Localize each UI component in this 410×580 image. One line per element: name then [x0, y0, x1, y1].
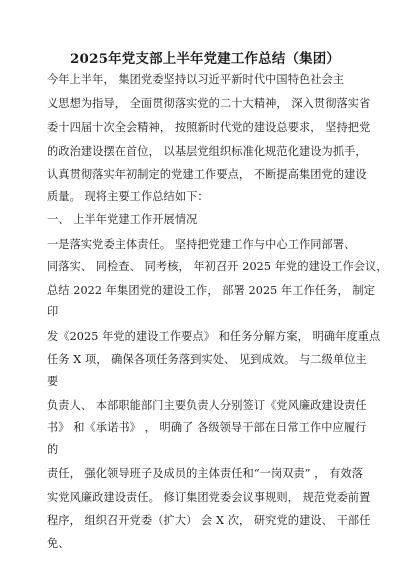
- body-line: 任务 X 项， 确保各项任务落到实处、 见到成效。 与二级单位主: [47, 353, 367, 366]
- body-line: 的政治建设摆在首位， 以基层党组织标准化规范化建设为抓手，: [47, 145, 367, 158]
- body-line: 实党风廉政建设责任。 修订集团党委会议事规则， 规范党委前置: [47, 491, 371, 504]
- body-line: 质量。 现将主要工作总结如下：: [47, 190, 209, 203]
- body-line: 委十四届十次全会精神， 按照新时代党的建设总要求， 坚持把党: [47, 121, 371, 134]
- body-line: 要: [47, 375, 59, 388]
- body-line: 发《2025 年党的建设工作要点》 和任务分解方案， 明确年度重点: [47, 330, 381, 343]
- body-line: 程序， 组织召开党委（扩大） 会 X 次， 研究党的建设、 干部任: [47, 514, 371, 527]
- body-line: 负责人、 本部职能部门主要负责人分别签订《党风廉政建设责任: [47, 399, 367, 412]
- body-line: 印: [47, 305, 59, 318]
- body-line: 一是落实党委主体责任。 坚持把党建工作与中心工作同部署、: [47, 238, 356, 251]
- section-heading: 一、 上半年党建工作开展情况: [47, 213, 198, 226]
- document-title: 2025年党支部上半年党建工作总结（集团）: [69, 51, 341, 67]
- body-line: 义思想为指导， 全面贯彻落实党的二十大精神， 深入贯彻落实省: [47, 97, 371, 110]
- body-line: 今年上半年， 集团党委坚持以习近平新时代中国特色社会主: [47, 73, 345, 86]
- body-line: 责任， 强化领导班子及成员的主体责任和“一岗双责” ， 有效落: [47, 467, 364, 480]
- body-line: 免、: [47, 537, 70, 550]
- body-line: 认真贯彻落实年初制定的党建工作要点， 不断提高集团党的建设: [47, 168, 367, 181]
- body-line: 总结 2022 年集团党的建设工作， 部署 2025 年工作任务， 制定: [47, 284, 376, 297]
- body-line: 的: [47, 443, 59, 456]
- body-line: 书》 和《承诺书》 ， 明确了 各级领导干部在日常工作中应履行: [47, 421, 367, 434]
- body-line: 同落实、 同检查、 同考核， 年初召开 2025 年党的建设工作会议，: [47, 260, 388, 273]
